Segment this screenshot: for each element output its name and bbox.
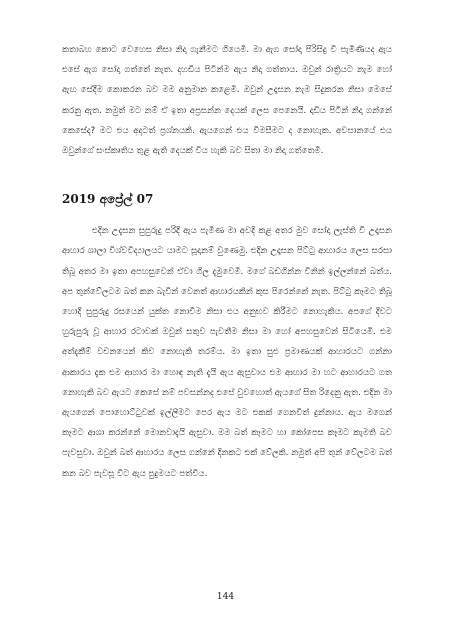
paragraph-intro: කතාබහ කොට වෙහෙස නිසා නිදා ගැනීමට ගියෙමි. මා ඇග සෝදා පිරිසිදු වී පැමිණියද ඇය එසේ ඇග සෝදා ගත්තේ නැත. දහඩිය පිටින්ම ඇය නිදා ගත්තාය. ඔවුන් රාත්‍රියට නැම හෝ ඇඟ සේදීම නොකරන බව මම අනුමාන කළෙමි. ඔවුන් උදෑසන නැම සිදුකරන නිසා මෙසේ කරනු ඇත. නමුත් මට නම් ඒ ඉතා අප්‍රසන්න දෙයක් ලෙස පෙනෙයි. දාඩිය පිටින් නිදා ගන්නේ කෙසේද? මට එය අදටත් ප්‍රශ්නයකි. ඇයගෙන් එය විමසීමට ද නොහැක. අවසානයේ එය ඔවුන්ගේ සංස්කෘතිය තුළ ඇති දෙයක් විය හැකි බව සිතා මා නිදා ගත්තෙමි. bbox=[62, 45, 392, 157]
page-number: 144 bbox=[216, 592, 235, 602]
date-heading: 2019 අප්‍රේල් 07 bbox=[62, 192, 154, 207]
document-page bbox=[62, 40, 392, 484]
paragraph-entry: එදින උදැසන සුපුරුදු පරිදි ඇය පැමිණ මා අවදි කළ අතර මුව සෝදා ලැස්ති වී උදෑසන ආහාර ශාලා විශ්වවිද්‍යාලයට යාමට සූදානම් වුණෙමු. එදින උදෑසන පිට්ටු ආහාරය ලෙස සරසා තිබූ අතර මා ඉතා අපහසුවෙන් ඒවා ගිල දැමුවෙමි. මගේ බඩගින්න විනින් ඉල්ලන්නේ බත්ය. අප තුන්වේලටම බත් කන බැවින් වෙනත් ආහාරයකින් කුස පිරෙන්නේ නැත. පිට්ටු කෑමට තිබූ හොදි සුපුරුදු රසයෙන් යුක්ත නොවීම නිසා එය අනුභව කිරීමට නොහැකිය. අපගේ දිවට හුරුපුරු වූ ආහාර රටාවක් ඔවුන් සතුව පැවතීම නිසා මා හෝ අපහසුවෙන් සිටියෙමි. එම අත්දැකීම් වචනයෙන් කිව නොහැකි තරම්ය. මා ඉතා සුළු ප්‍රමාණයක් ආහාරයට ගන්නා ආකාරය දැක එම ආහාර මා හොඳ නැති දැයි ඇය ඇසුවාය එම ආහාර මා හට ආහාරයට ගත නොහැකි බව ඇයට කෙසේ නම් පවසන්නද එසේ වුවහොත් ඇයගේ සිත රිදෙනු ඇත. එදින මා ඇයගෙන් පොහොට්ටුවක් ඉල්ලීමට පෙර ඇය මට එකක් ගෙනවිත් දුන්නාය. ඇය මගෙන් කෑමට ආශා කරන්නේ මොනවාදැයි ඇසුවා. මම බත් කෑමට හා කෝපෙස කෑමට කැමති බව පැවසුවා. ඔවුන් බත් ආහාරය ලෙස ගන්නේ දිනකට එක් වේලකි. නමුත් අපි තුන් වේලටම බත් කන බව පැවසූ විට ඇය පුදුමයට පත්විය. bbox=[62, 226, 392, 479]
